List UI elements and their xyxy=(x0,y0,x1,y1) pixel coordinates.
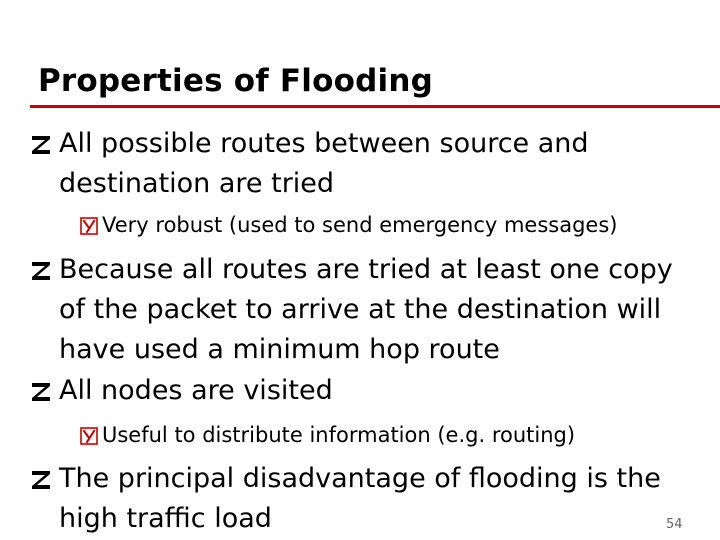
z-bullet-icon xyxy=(30,124,59,164)
title-underline xyxy=(30,105,720,108)
sub-bullet-item-2 xyxy=(80,420,720,450)
slide-title: Properties of Flooding xyxy=(38,63,433,99)
sub-bullet-item-1 xyxy=(80,210,720,240)
page-number: 54 xyxy=(666,517,683,532)
z-bullet-icon xyxy=(30,371,59,411)
bullet-item-1 xyxy=(30,124,710,204)
sub-bullet-text-2: Useful to distribute information (e.g. routing) xyxy=(102,423,576,447)
bullet-text-2: Because all routes are tried at least one copy of the packet to arrive at the destination will have used a minimum hop route xyxy=(59,254,673,365)
z-bullet-icon xyxy=(30,250,59,290)
bullet-text-1: All possible routes between source and destination are tried xyxy=(59,128,589,199)
sub-bullet-text-1: Very robust (used to send emergency messages) xyxy=(102,213,618,237)
y-checkbox-icon xyxy=(80,420,102,450)
bullet-text-4: The principal disadvantage of flooding is the high traffic load xyxy=(59,463,661,534)
bullet-text-3: All nodes are visited xyxy=(59,375,333,406)
y-checkbox-icon xyxy=(80,210,102,240)
bullet-item-3 xyxy=(30,371,710,411)
bullet-item-2 xyxy=(30,250,710,370)
z-bullet-icon xyxy=(30,459,59,499)
bullet-item-4 xyxy=(30,459,710,539)
